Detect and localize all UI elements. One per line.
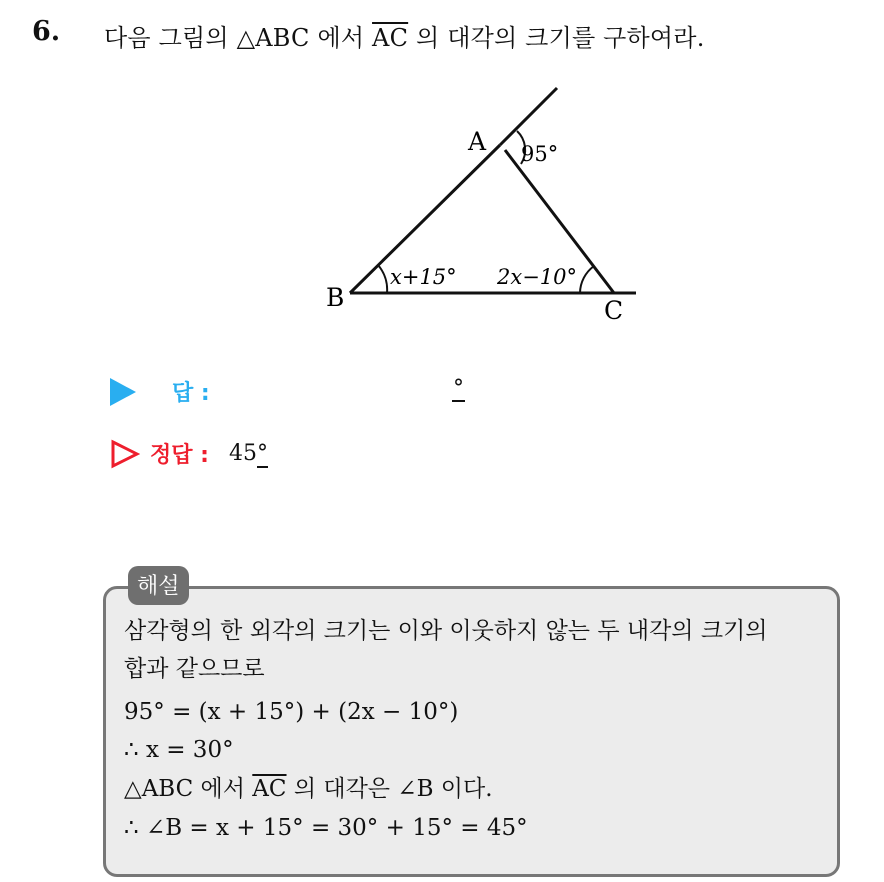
explanation-line-5 [124, 778, 493, 801]
answer-blank[interactable]: ° [453, 376, 464, 401]
extension-line [500, 88, 557, 145]
correct-answer-number: 45 [228, 441, 257, 466]
explanation-segment: $\overline{AC}$ [252, 776, 287, 802]
vertex-b-label: B [326, 283, 345, 312]
explanation-line-3: 95° = (x + 15°) + (2x − 10°) [124, 699, 459, 725]
angle-b-arc [378, 265, 387, 293]
answer-row [110, 376, 210, 407]
vertex-a-label: A [468, 127, 487, 156]
correct-answer-unit: ° [256, 441, 268, 466]
angle-a-label: 95° [521, 142, 559, 166]
correct-answer-label: 정답 : [150, 443, 209, 468]
question-number: 6. [32, 16, 61, 47]
explanation-tag: 해설 [128, 566, 189, 605]
angle-b-label: x+15° [390, 265, 457, 289]
question-text-before: 다음 그림의 △ABC 에서 [104, 24, 373, 52]
correct-answer-value [229, 441, 268, 466]
angle-c-label: 2x−10° [497, 265, 578, 289]
angle-c-arc [580, 266, 594, 293]
explanation-line-2: 합과 같으므로 [124, 656, 265, 682]
question-text-after: 의 대각의 크기를 구하여라. [408, 24, 705, 52]
explanation-line-5-before: △ABC 에서 [124, 776, 253, 802]
explanation-line-5-after: 의 대각은 ∠B 이다. [286, 776, 493, 802]
question-segment: $\overline{AC}$ [372, 24, 409, 52]
play-outline-icon [110, 439, 140, 469]
vertex-c-label: C [604, 296, 624, 325]
explanation-line-1: 삼각형의 한 외각의 크기는 이와 이웃하지 않는 두 내각의 크기의 [124, 618, 768, 644]
play-arrow-icon [110, 378, 136, 406]
answer-label: 답 : [172, 381, 210, 406]
correct-answer-row [110, 438, 268, 469]
explanation-line-4: ∴ x = 30° [124, 737, 234, 763]
explanation-line-6: ∴ ∠B = x + 15° = 30° + 15° = 45° [124, 815, 528, 841]
